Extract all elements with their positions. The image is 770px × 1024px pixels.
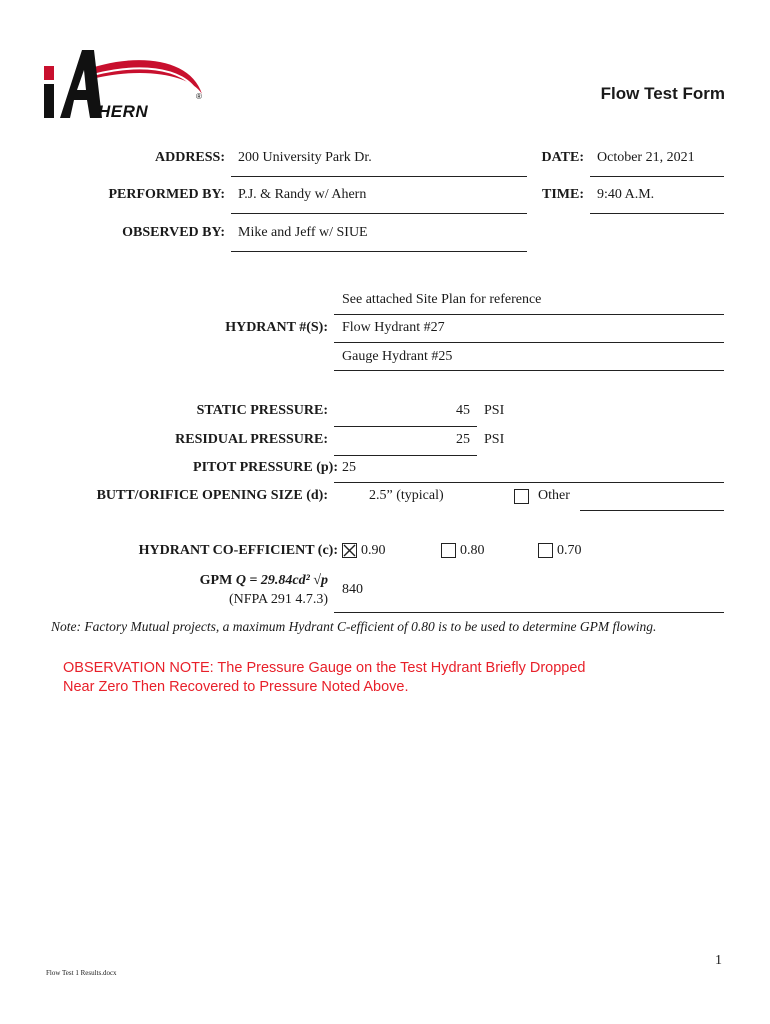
coefficient-070-checkbox[interactable] bbox=[538, 543, 553, 558]
gpm-value[interactable]: 840 bbox=[342, 582, 363, 597]
performed-by-label: PERFORMED BY: bbox=[108, 187, 225, 202]
coefficient-080-label: 0.80 bbox=[460, 543, 485, 558]
opening-other-checkbox[interactable] bbox=[514, 489, 529, 504]
residual-pressure-value[interactable]: 25 bbox=[456, 432, 470, 447]
time-underline bbox=[590, 213, 724, 214]
address-underline bbox=[231, 176, 527, 177]
static-pressure-unit: PSI bbox=[484, 403, 505, 418]
gauge-hydrant-underline bbox=[334, 370, 724, 371]
gpm-formula: Q = 29.84cd² √p bbox=[235, 573, 328, 588]
gpm-reference: (NFPA 291 4.7.3) bbox=[228, 592, 328, 607]
ahern-logo bbox=[40, 44, 215, 124]
flow-hydrant-value[interactable]: Flow Hydrant #27 bbox=[342, 320, 445, 335]
date-label: DATE: bbox=[541, 150, 584, 165]
page-number: 1 bbox=[715, 953, 722, 968]
opening-other-underline bbox=[580, 510, 724, 511]
static-pressure-value[interactable]: 45 bbox=[456, 403, 470, 418]
hydrants-label: HYDRANT #(S): bbox=[225, 320, 328, 335]
observed-by-label: OBSERVED BY: bbox=[122, 225, 225, 240]
logo-bar-black bbox=[44, 84, 54, 118]
gpm-formula-line bbox=[200, 573, 328, 589]
coefficient-090-checkbox[interactable] bbox=[342, 543, 357, 558]
opening-size-value[interactable]: 2.5” (typical) bbox=[369, 488, 444, 503]
address-value[interactable]: 200 University Park Dr. bbox=[238, 150, 372, 165]
factory-mutual-note: Note: Factory Mutual projects, a maximum Hydrant C-efficient of 0.80 is to be used to determine GPM flowing. bbox=[51, 619, 657, 634]
gpm-label: GPM bbox=[199, 573, 233, 588]
address-label: ADDRESS: bbox=[154, 150, 225, 165]
performed-by-value[interactable]: P.J. & Randy w/ Ahern bbox=[238, 187, 367, 202]
form-title: Flow Test Form bbox=[600, 84, 725, 103]
logo-bar-red bbox=[44, 66, 54, 80]
checkmark-x-icon bbox=[343, 544, 356, 557]
performed-by-underline bbox=[231, 213, 527, 214]
date-value[interactable]: October 21, 2021 bbox=[597, 150, 695, 165]
pitot-pressure-underline bbox=[334, 482, 724, 483]
residual-pressure-label: RESIDUAL PRESSURE: bbox=[175, 432, 328, 447]
logo-word: HERN bbox=[98, 102, 149, 121]
coefficient-label: HYDRANT CO-EFFICIENT (c): bbox=[138, 543, 338, 558]
observed-by-value[interactable]: Mike and Jeff w/ SIUE bbox=[238, 225, 368, 240]
pitot-pressure-label: PITOT PRESSURE (p): bbox=[193, 460, 338, 475]
flow-hydrant-underline bbox=[334, 342, 724, 343]
residual-pressure-unit: PSI bbox=[484, 432, 505, 447]
opening-size-label: BUTT/ORIFICE OPENING SIZE (d): bbox=[96, 488, 328, 503]
coefficient-070-label: 0.70 bbox=[557, 543, 582, 558]
time-label: TIME: bbox=[542, 187, 584, 202]
site-plan-note: See attached Site Plan for reference bbox=[342, 292, 542, 307]
footer-filename: Flow Test 1 Results.docx bbox=[46, 969, 117, 977]
site-plan-underline bbox=[334, 314, 724, 315]
coefficient-090-label: 0.90 bbox=[361, 543, 386, 558]
observed-by-underline bbox=[231, 251, 527, 252]
pitot-pressure-value[interactable]: 25 bbox=[342, 460, 356, 475]
opening-other-label: Other bbox=[538, 488, 570, 503]
residual-pressure-underline bbox=[334, 455, 477, 456]
gauge-hydrant-value[interactable]: Gauge Hydrant #25 bbox=[342, 349, 453, 364]
static-pressure-underline bbox=[334, 426, 477, 427]
time-value[interactable]: 9:40 A.M. bbox=[597, 187, 655, 202]
observation-note-line-1: OBSERVATION NOTE: The Pressure Gauge on the Test Hydrant Briefly Dropped bbox=[63, 660, 586, 676]
observation-note-line-2: Near Zero Then Recovered to Pressure Noted Above. bbox=[63, 679, 409, 695]
static-pressure-label: STATIC PRESSURE: bbox=[196, 403, 328, 418]
logo-registered-mark: ® bbox=[196, 92, 202, 101]
coefficient-080-checkbox[interactable] bbox=[441, 543, 456, 558]
date-underline bbox=[590, 176, 724, 177]
gpm-underline bbox=[334, 612, 724, 613]
